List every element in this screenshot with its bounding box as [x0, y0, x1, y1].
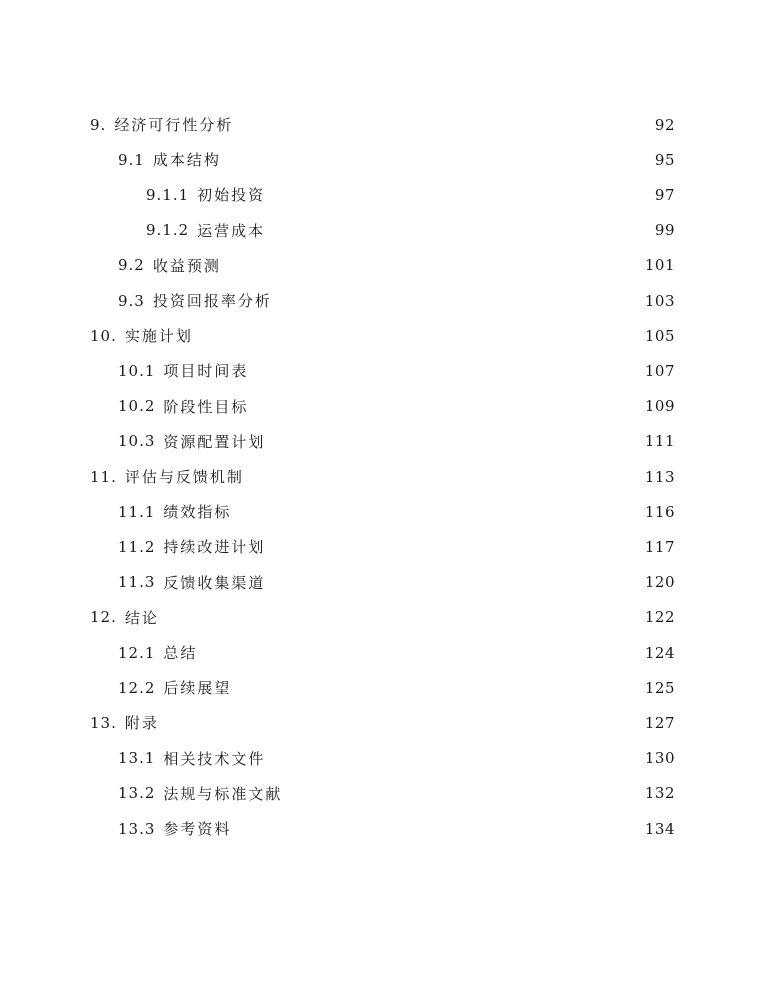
toc-entry[interactable] [118, 248, 675, 283]
toc-entry-title: 实施计划 [124, 327, 193, 346]
toc-entry-number: 12. [90, 608, 117, 627]
toc-entry-title: 后续展望 [163, 679, 232, 698]
toc-entry[interactable] [118, 494, 675, 529]
toc-dot-leader [271, 220, 649, 240]
toc-entry-title: 投资回报率分析 [152, 292, 272, 310]
toc-dot-leader [288, 783, 638, 803]
toc-entry[interactable] [118, 353, 675, 388]
toc-entry-page-number: 117 [644, 537, 675, 556]
toc-entry-number: 13.1 [118, 749, 156, 768]
toc-entry-page-number: 122 [644, 608, 675, 627]
toc-entry-page-number: 107 [644, 361, 675, 380]
toc-entry-number: 9.2 [118, 256, 145, 275]
toc-entry-number: 10.3 [118, 432, 156, 451]
toc-entry-title: 收益预测 [152, 256, 221, 275]
toc-dot-leader [254, 396, 638, 416]
toc-entry-title: 法规与标准文献 [163, 784, 283, 803]
toc-dot-leader [271, 431, 638, 451]
toc-entry[interactable] [118, 811, 675, 846]
toc-entry-number: 12.1 [118, 643, 156, 662]
toc-entry-title: 初始投资 [197, 186, 266, 205]
toc-entry-number: 9.1 [118, 150, 145, 169]
toc-entry-number: 11. [90, 467, 117, 486]
toc-entry-title: 持续改进计划 [163, 538, 266, 557]
toc-entry-page-number: 95 [654, 150, 675, 169]
toc-entry-page-number: 103 [644, 291, 675, 310]
toc-entry-title: 绩效指标 [163, 503, 232, 522]
toc-entry[interactable] [118, 776, 675, 811]
toc-entry-title: 评估与反馈机制 [124, 468, 244, 486]
toc-entry-page-number: 130 [644, 749, 675, 768]
toc-entry-number: 11.3 [118, 573, 156, 592]
toc-dot-leader [199, 326, 639, 346]
toc-entry-title: 相关技术文件 [163, 749, 266, 768]
toc-entry-number: 13.2 [118, 784, 156, 803]
toc-entry[interactable] [118, 283, 675, 318]
toc-entry-title: 参考资料 [163, 820, 232, 838]
toc-entry-title: 结论 [124, 608, 159, 627]
toc-entry-number: 13. [90, 713, 117, 732]
toc-dot-leader [271, 748, 638, 768]
toc-entry-title: 反馈收集渠道 [163, 573, 266, 592]
toc-entry-number: 9.3 [118, 291, 145, 310]
toc-entry-number: 11.1 [118, 502, 156, 521]
toc-entry[interactable] [90, 459, 675, 494]
toc-entry-title: 阶段性目标 [163, 397, 249, 416]
toc-entry-title: 项目时间表 [163, 362, 249, 381]
toc-entry-page-number: 109 [644, 397, 675, 416]
toc-dot-leader [237, 502, 638, 522]
toc-entry-page-number: 124 [644, 643, 675, 662]
toc-entry[interactable] [118, 389, 675, 424]
toc-entry-title: 成本结构 [152, 151, 221, 170]
toc-entry[interactable] [118, 635, 675, 670]
toc-entry-title: 运营成本 [197, 221, 266, 240]
toc-entry-number: 10.2 [118, 397, 156, 416]
toc-entry-number: 9.1.1 [146, 185, 190, 204]
toc-entry[interactable] [118, 529, 675, 564]
toc-entry-number: 10.1 [118, 361, 156, 380]
toc-dot-leader [165, 607, 639, 627]
toc-entry[interactable] [118, 142, 675, 177]
toc-entry-number: 13.3 [118, 819, 156, 838]
toc-dot-leader [237, 819, 638, 839]
toc-entry-title: 总结 [163, 644, 198, 662]
toc-dot-leader [278, 291, 639, 311]
toc-entry-page-number: 111 [644, 432, 675, 451]
toc-entry-page-number: 134 [644, 819, 675, 838]
toc-dot-leader [227, 255, 639, 275]
toc-entry-number: 10. [90, 326, 117, 345]
toc-dot-leader [165, 713, 639, 733]
toc-entry-page-number: 120 [644, 573, 675, 592]
toc-entry-number: 9.1.2 [146, 221, 190, 240]
toc-dot-leader [237, 678, 638, 698]
toc-entry[interactable] [118, 565, 675, 600]
toc-entry[interactable] [90, 600, 675, 635]
toc-entry-page-number: 99 [654, 221, 675, 240]
toc-entry[interactable] [90, 705, 675, 740]
toc-entry[interactable] [118, 670, 675, 705]
toc-entry[interactable] [146, 177, 675, 212]
toc-dot-leader [254, 361, 638, 381]
toc-dot-leader [271, 572, 638, 592]
toc-entry-number: 11.2 [118, 537, 156, 556]
toc-dot-leader [271, 537, 638, 557]
toc-dot-leader [227, 150, 649, 170]
toc-entry[interactable] [90, 107, 675, 142]
toc-entry-page-number: 101 [644, 256, 675, 275]
toc-dot-leader [250, 467, 639, 487]
toc-entry-page-number: 97 [654, 185, 675, 204]
toc-entry-page-number: 113 [644, 467, 675, 486]
toc-dot-leader [203, 643, 638, 663]
toc-dot-leader [271, 185, 649, 205]
toc-entry-title: 附录 [124, 714, 159, 733]
toc-entry-number: 9. [90, 115, 107, 134]
toc-entry[interactable] [118, 424, 675, 459]
toc-entry-page-number: 105 [644, 326, 675, 345]
toc-dot-leader [239, 115, 649, 135]
toc-entry[interactable] [90, 318, 675, 353]
toc-entry-title: 资源配置计划 [163, 432, 266, 451]
toc-entry-page-number: 125 [644, 678, 675, 697]
toc-entry-page-number: 127 [644, 713, 675, 732]
toc-entry-page-number: 92 [654, 115, 675, 134]
toc-entry[interactable] [118, 741, 675, 776]
toc-entry-title: 经济可行性分析 [114, 116, 234, 134]
toc-entry-page-number: 116 [644, 502, 675, 521]
toc-entry[interactable] [146, 213, 675, 248]
toc-entry-page-number: 132 [644, 784, 675, 803]
toc-entry-number: 12.2 [118, 678, 156, 697]
